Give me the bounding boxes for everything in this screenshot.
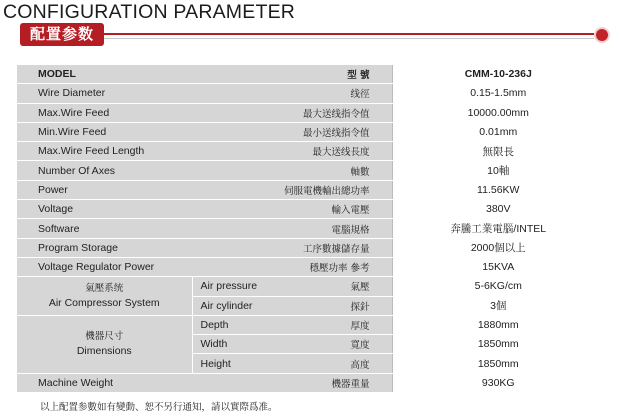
air-system-group-en: Air Compressor System	[48, 297, 160, 310]
table-row	[17, 219, 604, 238]
row-label-cn: 軸數	[272, 161, 392, 180]
decorative-dot-icon	[596, 29, 608, 41]
air-system-group-label	[17, 277, 192, 316]
row-label: Width	[192, 335, 272, 354]
row-value: 11.56KW	[392, 180, 604, 199]
row-label: Machine Weight	[17, 373, 272, 392]
row-label: Software	[17, 219, 272, 238]
air-system-group-cn: 氣壓系统	[85, 283, 124, 295]
spec-table	[17, 65, 604, 393]
row-label-cn: 最大送线長度	[272, 142, 392, 161]
row-label: Height	[192, 354, 272, 373]
row-label-cn: 伺服電機輸出總功率	[272, 180, 392, 199]
row-label: Power	[17, 180, 272, 199]
table-row	[17, 200, 604, 219]
dimensions-group-cn: 機器尺寸	[85, 331, 124, 343]
row-label-cn: 最大送线指令值	[272, 103, 392, 122]
row-label-cn: 工序數據儲存量	[272, 238, 392, 257]
table-row	[17, 142, 604, 161]
footnote: 以上配置参數如有變動、恕不另行通知，請以實際爲准。	[40, 402, 278, 413]
table-row	[17, 161, 604, 180]
row-label-cn: 线徑	[272, 84, 392, 103]
dimensions-group-label	[17, 315, 192, 373]
row-value: 1880mm	[392, 315, 604, 334]
row-value: 15KVA	[392, 257, 604, 276]
row-label: Wire Diameter	[17, 84, 272, 103]
row-label: Air cylinder	[192, 296, 272, 315]
table-row	[17, 277, 604, 296]
row-label-cn: 厚度	[272, 315, 392, 334]
row-label-cn: 高度	[272, 354, 392, 373]
row-value: 380V	[392, 200, 604, 219]
table-row	[17, 84, 604, 103]
decorative-red-line	[104, 33, 594, 35]
row-label: Number Of Axes	[17, 161, 272, 180]
row-label-cn: 穩壓功率 參考	[272, 257, 392, 276]
row-value: 無限長	[392, 142, 604, 161]
row-label: Min.Wire Feed	[17, 122, 272, 141]
model-label-cn: 型 號	[272, 65, 392, 84]
row-label: Program Storage	[17, 238, 272, 257]
row-label: Voltage	[17, 200, 272, 219]
row-label-cn: 最小送线指令值	[272, 122, 392, 141]
row-value: 2000個以上	[392, 238, 604, 257]
row-value: 930KG	[392, 373, 604, 392]
model-value: CMM-10-236J	[392, 65, 604, 84]
row-value: 1850mm	[392, 354, 604, 373]
decorative-grey-line	[104, 38, 594, 39]
row-label: Air pressure	[192, 277, 272, 296]
table-row	[17, 373, 604, 392]
row-label-cn: 探針	[272, 296, 392, 315]
page-title: CONFIGURATION PARAMETER	[3, 1, 296, 23]
row-label-cn: 輸入電壓	[272, 200, 392, 219]
row-value: 3個	[392, 296, 604, 315]
section-badge: 配置参数	[20, 23, 104, 46]
row-label-cn: 機器重量	[272, 373, 392, 392]
row-label: Max.Wire Feed Length	[17, 142, 272, 161]
row-value: 0.15-1.5mm	[392, 84, 604, 103]
table-row	[17, 180, 604, 199]
row-value: 0.01mm	[392, 122, 604, 141]
table-row	[17, 315, 604, 334]
table-row	[17, 238, 604, 257]
dimensions-group-en: Dimensions	[76, 345, 132, 358]
row-label: Voltage Regulator Power	[17, 257, 272, 276]
row-label-cn: 電腦規格	[272, 219, 392, 238]
row-label-cn: 寬度	[272, 335, 392, 354]
row-value: 奔騰工業電腦/INTEL	[392, 219, 604, 238]
row-value: 10軸	[392, 161, 604, 180]
table-row	[17, 103, 604, 122]
row-label-cn: 氣壓	[272, 277, 392, 296]
row-value: 1850mm	[392, 335, 604, 354]
table-header-row	[17, 65, 604, 84]
row-value: 10000.00mm	[392, 103, 604, 122]
row-value: 5-6KG/cm	[392, 277, 604, 296]
table-row	[17, 122, 604, 141]
row-label: Max.Wire Feed	[17, 103, 272, 122]
table-row	[17, 257, 604, 276]
model-label: MODEL	[17, 65, 272, 84]
row-label: Depth	[192, 315, 272, 334]
